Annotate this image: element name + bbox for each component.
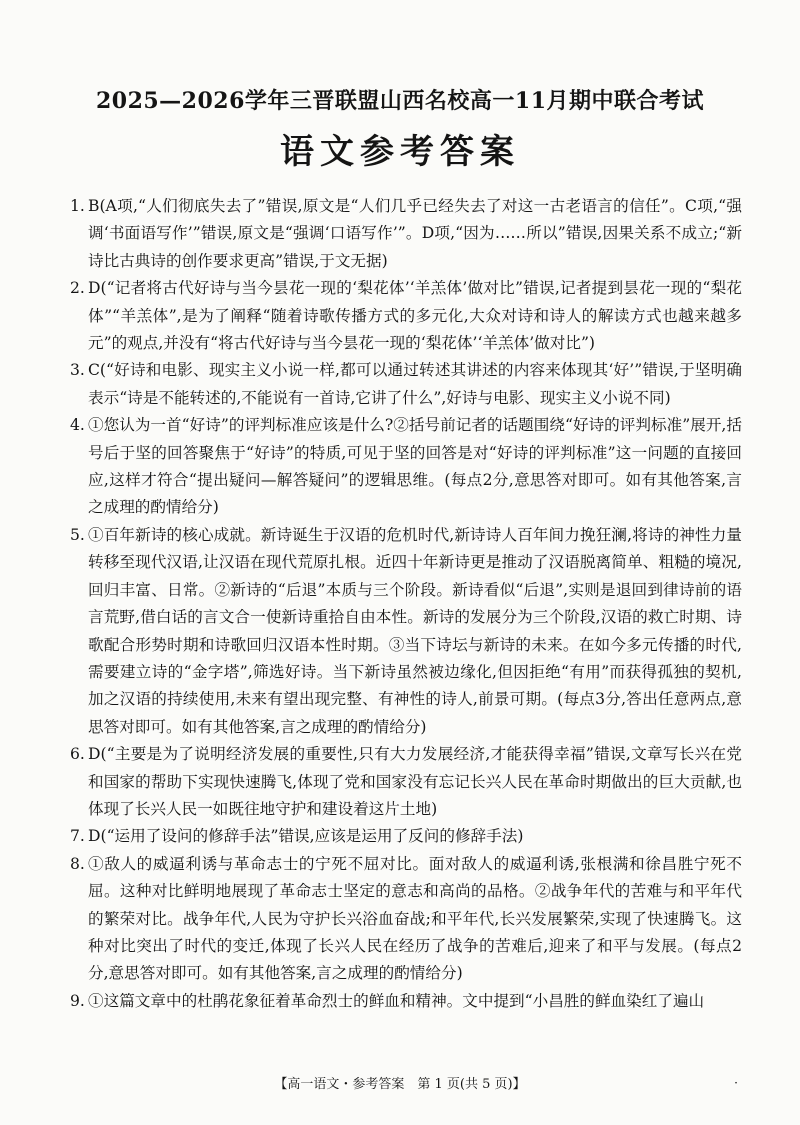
answer-text: C(“好诗和电影、现实主义小说一样,都可以通过转述其讲述的内容来体现其‘好’”错误,于坚明确表示“诗是不能转述的,不能说有一首诗,它讲了什么”,好诗与电影、现实主义小说不同)	[88, 361, 742, 407]
answer-text: ①您认为一首“好诗”的评判标准应该是什么?②括号前记者的话题围绕“好诗的评判标准”展开,括号后于坚的回答聚焦于“好诗”的特质,可见于坚的回答是对“好诗的评判标准”这一问题的直接回应,这样才符合“提出疑问—解答疑问”的逻辑思维。(每点2分,意思答对即可。如有其他答案,言之成理的酌情给分)	[88, 416, 742, 517]
page-footer: 【高一语文・参考答案 第 1 页(共 5 页)】	[274, 1077, 526, 1092]
answer-number: 8.	[70, 854, 85, 873]
answer-text: ①敌人的威逼利诱与革命志士的宁死不屈对比。面对敌人的威逼利诱,张根满和徐昌胜宁死不屈。这种对比鲜明地展现了革命志士坚定的意志和高尚的品格。②战争年代的苦难与和平年代的繁荣对比。战争年代,人民为守护长兴浴血奋战;和平年代,长兴发展繁荣,实现了快速腾飞。这种对比突出了时代的变迁,体现了长兴人民在经历了战争的苦难后,迎来了和平与发展。(每点2分,意思答对即可。如有其他答案,言之成理的酌情给分)	[88, 854, 742, 983]
page-title: 语文参考答案	[280, 132, 520, 172]
answer-number: 3.	[70, 361, 85, 380]
answer-item	[70, 851, 742, 988]
answer-item	[70, 193, 742, 275]
answer-item	[70, 741, 742, 823]
answer-item	[70, 823, 742, 850]
answer-text: D(“运用了设问的修辞手法”错误,应该是运用了反问的修辞手法)	[88, 827, 524, 846]
answer-item	[70, 275, 742, 357]
answer-text: ①百年新诗的核心成就。新诗诞生于汉语的危机时代,新诗诗人百年间力挽狂澜,将诗的神性力量转移至现代汉语,让汉语在现代荒原扎根。近四十年新诗更是推动了汉语脱离简单、粗糙的境况,回归丰富、日常。②新诗的“后退”本质与三个阶段。新诗看似“后退”,实则是退回到律诗前的语言荒野,借白话的言文合一使新诗重拾自由本性。新诗的发展分为三个阶段,汉语的救亡时期、诗歌配合形势时期和诗歌回归汉语本性时期。③当下诗坛与新诗的未来。在如今多元传播的时代,需要建立诗的“金字塔”,筛选好诗。当下新诗虽然被边缘化,但因拒绝“有用”而获得孤独的契机,加之汉语的持续使用,未来有望出现完整、有神性的诗人,前景可期。(每点3分,答出任意两点,意思答对即可。如有其他答案,言之成理的酌情给分)	[88, 525, 742, 736]
answer-text: D(“主要是为了说明经济发展的重要性,只有大力发展经济,才能获得幸福”错误,文章写长兴在党和国家的帮助下实现快速腾飞,体现了党和国家没有忘记长兴人民在革命时期做出的巨大贡献,也体现了长兴人民一如既往地守护和建设着这片土地)	[88, 745, 742, 818]
answer-number: 1.	[70, 197, 85, 215]
answer-number: 4.	[70, 416, 85, 435]
answer-item	[70, 357, 742, 412]
corner-mark: ·	[734, 1076, 738, 1090]
exam-title: 2025—2026学年三晋联盟山西名校高一11月期中联合考试	[95, 88, 705, 114]
answer-text: B(A项,“人们彻底失去了”错误,原文是“人们几乎已经失去了对这一古老语言的信任”。C项,“强调‘书面语写作’”错误,原文是“强调‘口语写作’”。D项,“因为……所以”错误,因果关系不成立;“新诗比古典诗的创作要求更高”错误,于文无据)	[88, 197, 742, 270]
answer-number: 9.	[70, 991, 85, 1010]
answer-number: 7.	[70, 827, 85, 846]
answer-item	[70, 522, 742, 741]
answer-item	[70, 412, 742, 522]
answer-number: 5.	[70, 525, 85, 544]
answer-text: ①这篇文章中的杜鹃花象征着革命烈士的鲜血和精神。文中提到“小昌胜的鲜血染红了遍山	[88, 991, 705, 1010]
answer-text: D(“记者将古代好诗与当今昙花一现的‘梨花体’‘羊羔体’做对比”错误,记者提到昙花一现的“梨花体”“羊羔体”,是为了阐释“随着诗歌传播方式的多元化,大众对诗和诗人的解读方式也越来越多元”的观点,并没有“将古代好诗与当今昙花一现的‘梨花体’‘羊羔体’做对比”)	[88, 279, 742, 353]
answer-number: 2.	[70, 279, 85, 298]
answer-item	[70, 988, 742, 1015]
answer-list	[70, 193, 742, 1015]
answer-number: 6.	[70, 745, 85, 764]
